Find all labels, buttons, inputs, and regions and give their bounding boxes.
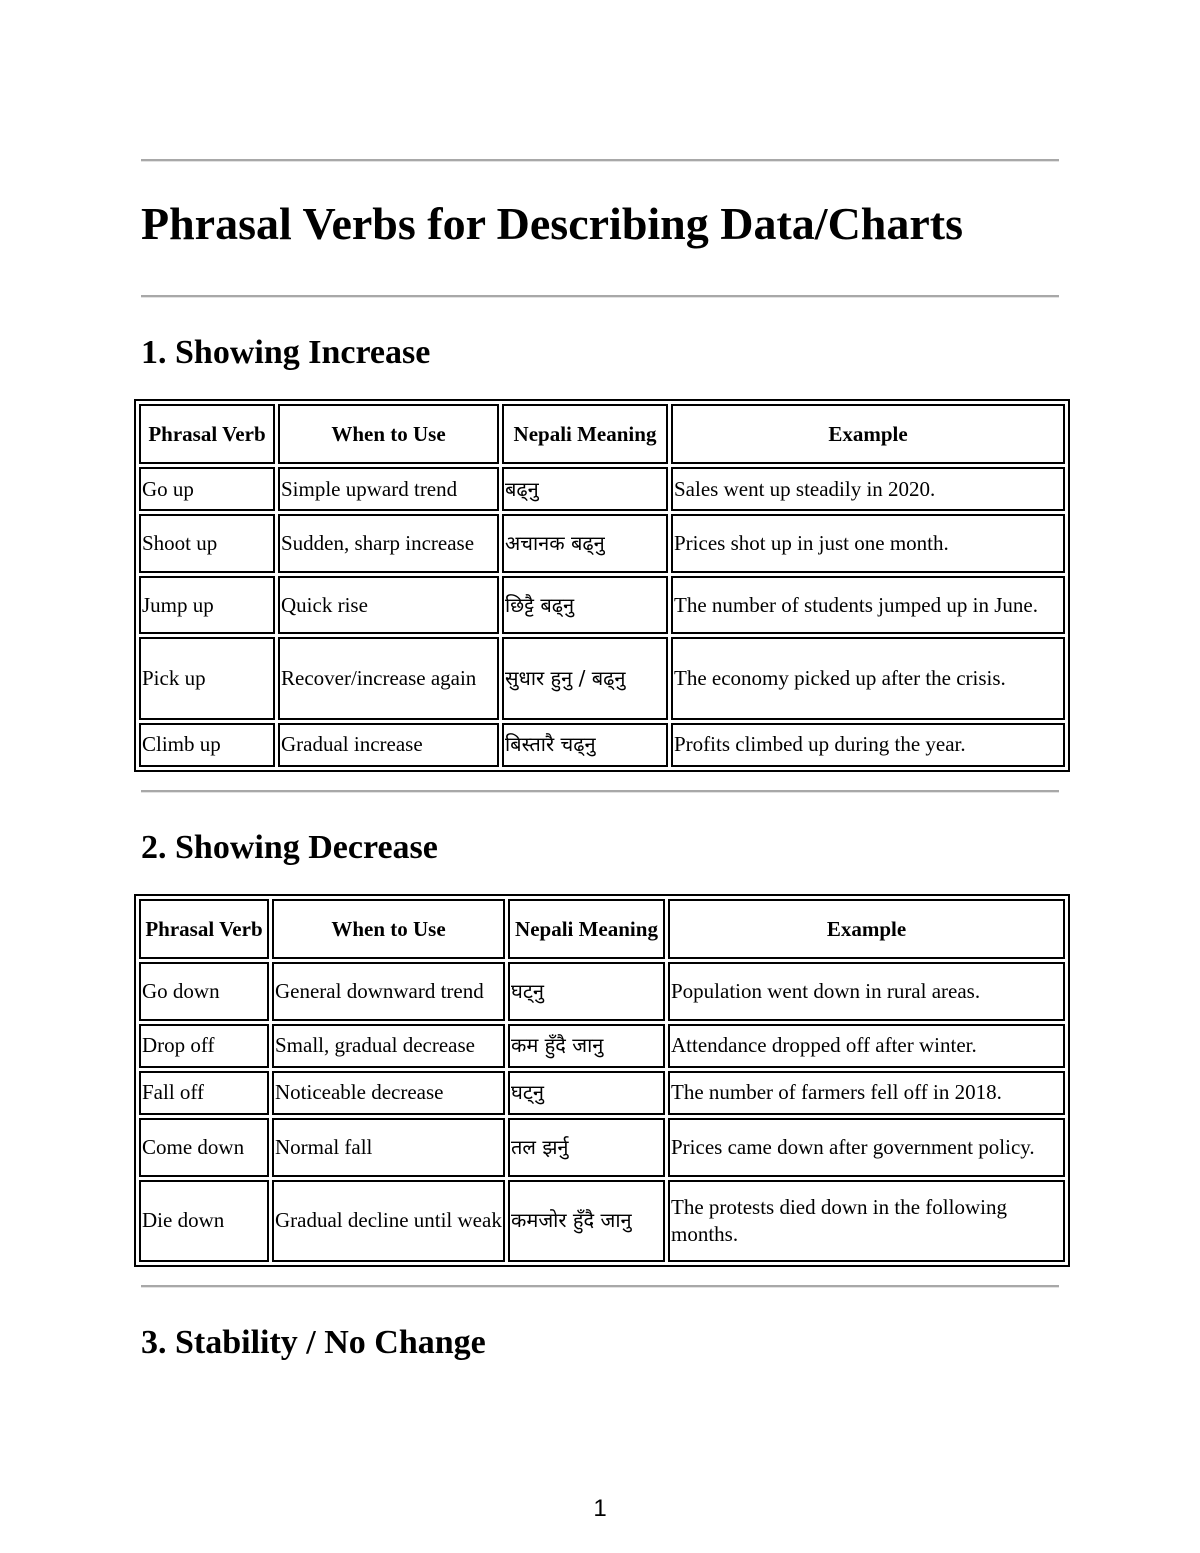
section-heading-decrease: 2. Showing Decrease (141, 829, 438, 866)
increase-table (134, 399, 1070, 772)
usage-cell: Gradual increase (278, 723, 499, 767)
header-example: Example (668, 899, 1065, 959)
usage-cell: Quick rise (278, 576, 499, 635)
example-cell: Sales went up steadily in 2020. (671, 467, 1065, 511)
example-cell: The protests died down in the following months. (668, 1180, 1065, 1262)
usage-cell: General downward trend (272, 962, 505, 1021)
example-cell: The economy picked up after the crisis. (671, 637, 1065, 719)
decrease-table (134, 894, 1070, 1267)
example-cell: The number of farmers fell off in 2018. (668, 1071, 1065, 1115)
table-header-row (139, 899, 1065, 959)
title-divider (141, 295, 1059, 298)
example-cell: The number of students jumped up in June. (671, 576, 1065, 635)
usage-cell: Normal fall (272, 1118, 505, 1177)
page-title: Phrasal Verbs for Describing Data/Charts (141, 198, 964, 249)
table-row (139, 1180, 1065, 1262)
header-nepali-meaning: Nepali Meaning (502, 404, 668, 464)
nepali-meaning-cell: सुधार हुनु / बढ्नु (502, 637, 668, 719)
example-cell: Prices came down after government policy. (668, 1118, 1065, 1177)
example-cell: Attendance dropped off after winter. (668, 1024, 1065, 1068)
section-divider (141, 1285, 1059, 1288)
nepali-meaning-cell: तल झर्नु (508, 1118, 665, 1177)
usage-cell: Noticeable decrease (272, 1071, 505, 1115)
example-cell: Prices shot up in just one month. (671, 514, 1065, 573)
phrasal-verb-cell: Go up (139, 467, 275, 511)
section-divider (141, 790, 1059, 793)
header-phrasal-verb: Phrasal Verb (139, 404, 275, 464)
table-header-row (139, 404, 1065, 464)
phrasal-verb-cell: Shoot up (139, 514, 275, 573)
page-number: 1 (593, 1495, 607, 1522)
table-row (139, 723, 1065, 767)
table-row (139, 467, 1065, 511)
phrasal-verb-cell: Climb up (139, 723, 275, 767)
phrasal-verb-cell: Drop off (139, 1024, 269, 1068)
nepali-meaning-cell: छिट्टै बढ्नु (502, 576, 668, 635)
table-row (139, 1024, 1065, 1068)
table-row (139, 514, 1065, 573)
section-heading-increase: 1. Showing Increase (141, 334, 431, 371)
table-row (139, 1118, 1065, 1177)
table-row (139, 576, 1065, 635)
example-cell: Population went down in rural areas. (668, 962, 1065, 1021)
nepali-meaning-cell: कमजोर हुँदै जानु (508, 1180, 665, 1262)
header-phrasal-verb: Phrasal Verb (139, 899, 269, 959)
usage-cell: Sudden, sharp increase (278, 514, 499, 573)
nepali-meaning-cell: बिस्तारै चढ्नु (502, 723, 668, 767)
nepali-meaning-cell: बढ्नु (502, 467, 668, 511)
phrasal-verb-cell: Fall off (139, 1071, 269, 1115)
section-heading-stability: 3. Stability / No Change (141, 1324, 486, 1361)
top-divider (141, 159, 1059, 162)
nepali-meaning-cell: अचानक बढ्नु (502, 514, 668, 573)
header-example: Example (671, 404, 1065, 464)
usage-cell: Gradual decline until weak (272, 1180, 505, 1262)
phrasal-verb-cell: Jump up (139, 576, 275, 635)
header-when-to-use: When to Use (272, 899, 505, 959)
nepali-meaning-cell: कम हुँदै जानु (508, 1024, 665, 1068)
nepali-meaning-cell: घट्नु (508, 962, 665, 1021)
usage-cell: Simple upward trend (278, 467, 499, 511)
phrasal-verb-cell: Pick up (139, 637, 275, 719)
phrasal-verb-cell: Die down (139, 1180, 269, 1262)
usage-cell: Recover/increase again (278, 637, 499, 719)
header-when-to-use: When to Use (278, 404, 499, 464)
usage-cell: Small, gradual decrease (272, 1024, 505, 1068)
table-row (139, 1071, 1065, 1115)
phrasal-verb-cell: Come down (139, 1118, 269, 1177)
example-cell: Profits climbed up during the year. (671, 723, 1065, 767)
header-nepali-meaning: Nepali Meaning (508, 899, 665, 959)
table-row (139, 962, 1065, 1021)
table-row (139, 637, 1065, 719)
phrasal-verb-cell: Go down (139, 962, 269, 1021)
nepali-meaning-cell: घट्नु (508, 1071, 665, 1115)
